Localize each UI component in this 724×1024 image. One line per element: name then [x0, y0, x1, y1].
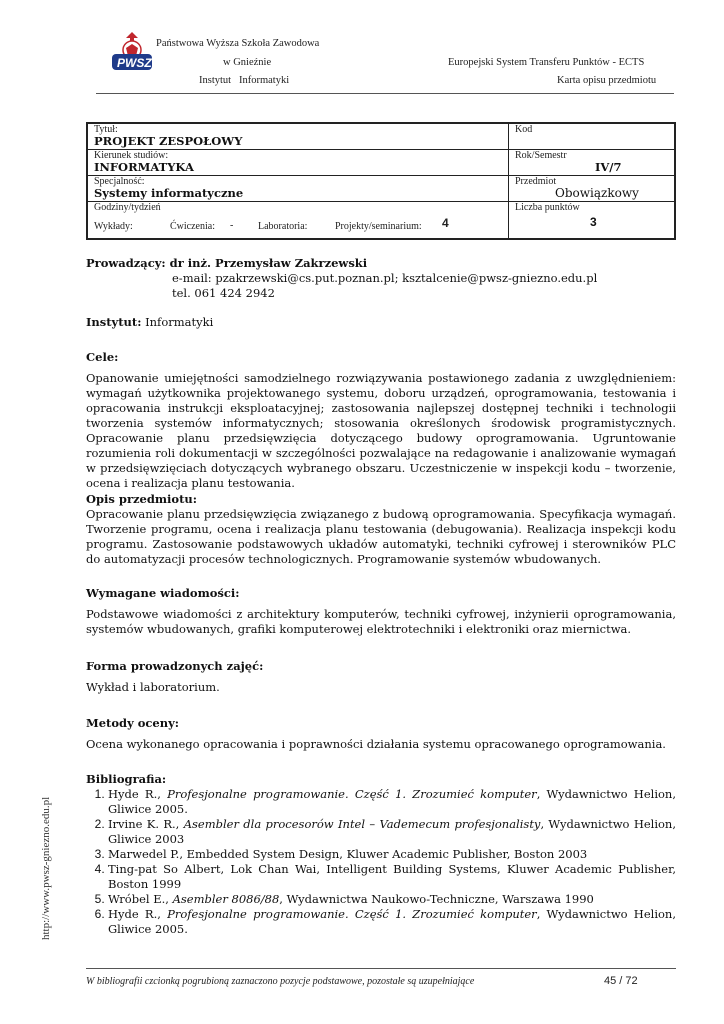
school-city: w Gnieźnie [223, 57, 272, 68]
footer-note: W bibliografii czcionką pogrubioną zaznaczono pozycje podstawowe, pozostałe są uzupełniające [86, 976, 475, 987]
bibliography-item: 5. Wróbel E., Asembler 8086/88, Wydawnictwa Naukowo-Techniczne, Warszawa 1990 [108, 892, 676, 907]
spec-label: Specjalność: [94, 175, 145, 187]
lectures-label: Wykłady: [94, 220, 133, 232]
requirements-text: Podstawowe wiadomości z architektury komputerów, techniki cyfrowej, inżynierii oprogramowania, systemów wbudowanych, grafiki komputerowej elektrotechniki i elektroniki oraz miernictwa. [86, 607, 676, 636]
points-label: Liczba punktów [515, 201, 580, 213]
title-value: PROJEKT ZESPOŁOWY [94, 134, 243, 148]
lecturer-phone: tel. 061 424 2942 [172, 286, 275, 300]
description-text: Opracowanie planu przedsięwzięcia związanego z budową oprogramowania. Specyfikacja wymagań. Tworzenie programu, ocena i realizacja planu testowania (debugowania). Realizacja inspekcji kodu programu. Zastosowanie podstawowych układów automatyki, techniki cyfrowej i sterowników PLC do automatyzacji procesów technologicznych. Programowanie systemów wbudowanych. [86, 507, 676, 566]
year-value: IV/7 [595, 159, 622, 174]
school-logo [108, 30, 156, 76]
bibliography-item: 6. Hyde R., Profesjonalne programowanie. Część 1. Zrozumieć komputer, Wydawnictwo Helion, Gliwice 2005. [108, 907, 676, 937]
hours-label: Godziny/tydzień [94, 201, 161, 213]
goals-text: Opanowanie umiejętności samodzielnego rozwiązywania postawionego zadania z uwzględnieniem: wymagań użytkownika projektowanego systemu, doboru urządzeń, oprogramowania, testowania i opracowania instrukcji eksploatacyjnej; zastosowania najlepszej dostępnej techniki i technologii tworzenia systemów informatycznych; stosowania określonych środowisk programistycznych. Opracowanie planu przedsięwzięcia dotyczącego budowy oprogramowania. Ugruntowanie rozumienia roli dokumentacji w szczególności pozwalające na redagowanie i analizowanie wymagań w przedsięwzięciach dotyczących wybranego obszaru. Uczestniczenie w inspekcji kodu – tworzenie, ocena i realizacja planu testowania. [86, 371, 676, 490]
methods-heading: Metody oceny: [86, 716, 180, 730]
header-divider [96, 93, 674, 94]
institute-label: Instytut: [86, 315, 142, 329]
side-url: http://www.pwsz-gniezno.edu.pl [40, 796, 52, 940]
institute-line [86, 315, 676, 330]
goals-heading: Cele: [86, 350, 119, 364]
spec-value: Systemy informatyczne [94, 185, 244, 200]
bibliography-item: 4. Ting-pat So Albert, Lok Chan Wai, Intelligent Building Systems, Kluwer Academic Publisher, Boston 1999 [108, 862, 676, 892]
title-label: Tytuł: [94, 124, 118, 135]
form-heading: Forma prowadzonych zajęć: [86, 659, 264, 673]
course-info-table [86, 122, 676, 240]
field-value: INFORMATYKA [94, 159, 194, 174]
footer-divider [86, 968, 676, 969]
subject-label: Przedmiot [515, 175, 557, 187]
lab-label: Laboratoria: [258, 220, 308, 232]
year-label: Rok/Semestr [515, 149, 567, 161]
description-heading: Opis przedmiotu: [86, 492, 198, 506]
institute-header: Instytut Informatyki [199, 75, 290, 86]
requirements-heading: Wymagane wiadomości: [86, 586, 240, 600]
bibliography-item: 2. Irvine K. R., Asembler dla procesorów Intel – Vademecum profesjonalisty, Wydawnictwo Helion, Gliwice 2003 [108, 817, 676, 847]
bibliography-item: 3. Marwedel P., Embedded System Design, Kluwer Academic Publisher, Boston 2003 [108, 847, 676, 862]
bibliography-list [86, 787, 676, 937]
exercises-label: Ćwiczenia: [170, 220, 215, 232]
field-label: Kierunek studiów: [94, 149, 169, 161]
methods-text: Ocena wykonanego opracowania i poprawności działania systemu opracowanego oprogramowania. [86, 737, 666, 751]
code-label: Kod [515, 124, 533, 135]
bibliography-heading: Bibliografia: [86, 772, 167, 786]
form-text: Wykład i laboratorium. [86, 680, 220, 694]
ects-title: Europejski System Transferu Punktów - ECTS [448, 57, 645, 68]
bibliography-item: 1. Hyde R., Profesjonalne programowanie. Część 1. Zrozumieć komputer, Wydawnictwo Helion, Gliwice 2005. [108, 787, 676, 817]
institute-value: Informatyki [145, 315, 214, 329]
subject-value: Obowiązkowy [555, 185, 639, 200]
card-title: Karta opisu przedmiotu [557, 75, 657, 86]
school-name: Państwowa Wyższa Szkoła Zawodowa [156, 38, 320, 49]
projects-value: 4 [442, 215, 449, 230]
lecturer-name: Prowadzący: dr inż. Przemysław Zakrzewski [86, 256, 368, 270]
exercises-value: - [230, 219, 234, 231]
projects-label: Projekty/seminarium: [335, 220, 422, 232]
logo-text: PWSZ [117, 56, 152, 70]
page-number: 45 / 72 [604, 975, 638, 987]
points-value: 3 [590, 214, 597, 229]
lecturer-email: e-mail: pzakrzewski@cs.put.poznan.pl; ksztalcenie@pwsz-gniezno.edu.pl [172, 271, 598, 285]
